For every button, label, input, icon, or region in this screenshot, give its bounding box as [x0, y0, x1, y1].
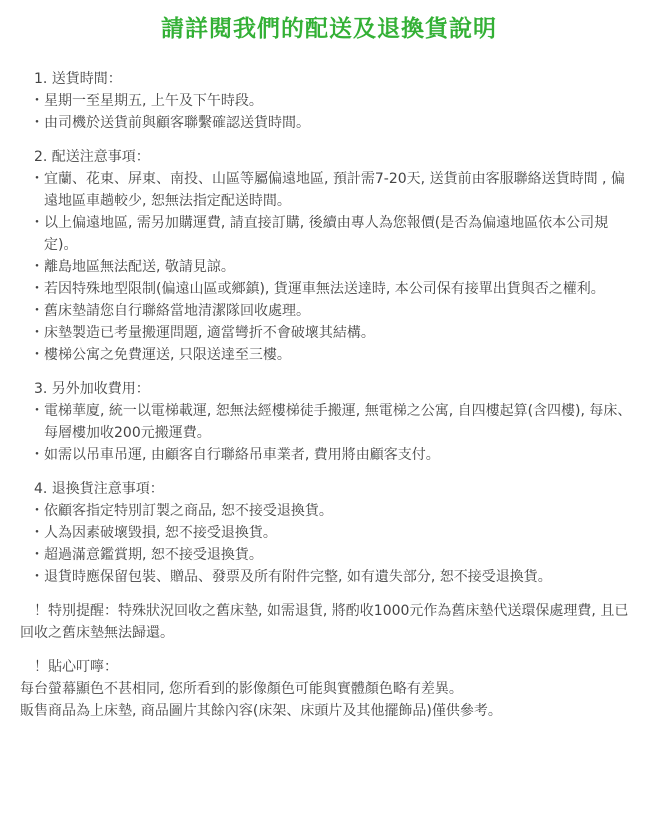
bullet-icon: ・: [30, 403, 44, 419]
section-delivery-notes: [20, 146, 638, 366]
list-item-text: 如需以吊車吊運, 由顧客自行聯絡吊車業者, 費用將由顧客支付。: [44, 447, 440, 463]
list-item: [20, 444, 638, 466]
list-item-text: 人為因素破壞毀損, 恕不接受退換貨。: [44, 525, 277, 541]
list-item-text: 若因特殊地型限制(偏遠山區或鄉鎮), 貨運車無法送達時, 本公司保有接單出貨與否之權利。: [44, 281, 605, 297]
section-heading: 1. 送貨時間：: [34, 71, 122, 87]
list-item-text: 超過滿意鑑賞期, 恕不接受退換貨。: [44, 547, 263, 563]
bullet-icon: ・: [30, 447, 44, 463]
list-item: [20, 278, 638, 300]
special-note-body: 特殊狀況回收之舊床墊, 如需退貨, 將酌收1000元作為舊床墊代送環保處理費, 且已回收之舊床墊無法歸還。: [20, 603, 629, 641]
list-item: [20, 90, 638, 112]
list-item: [20, 500, 638, 522]
section-extra-fees: [20, 378, 638, 466]
bullet-icon: ・: [30, 503, 44, 519]
list-item: [20, 300, 638, 322]
list-item-text: 樓梯公寓之免費運送, 只限送達至三樓。: [44, 347, 291, 363]
list-item-text: 退貨時應保留包裝、贈品、發票及所有附件完整, 如有遺失部分, 恕不接受退換貨。: [44, 569, 552, 585]
list-item-text: 由司機於送貨前與顧客聯繫確認送貨時間。: [44, 115, 310, 131]
bullet-icon: ・: [30, 325, 44, 341]
section-heading: 4. 退換貨注意事項：: [34, 481, 164, 497]
tips-line: 販售商品為上床墊, 商品圖片其餘內容(床架、床頭片及其他擺飾品)僅供參考。: [20, 703, 502, 719]
page-title: 請詳閱我們的配送及退換貨說明: [161, 16, 497, 42]
list-item: [20, 544, 638, 566]
list-item: [20, 322, 638, 344]
list-item-text: 依顧客指定特別訂製之商品, 恕不接受退換貨。: [44, 503, 333, 519]
special-note-text: [20, 600, 638, 644]
list-item: [20, 522, 638, 544]
bullet-icon: ・: [30, 171, 44, 187]
list-item: [20, 344, 638, 366]
list-item-text: 床墊製造已考量搬運問題, 適當彎折不會破壞其結構。: [44, 325, 375, 341]
section-delivery-time: [20, 68, 638, 134]
list-item-text: 電梯華廈, 統一以電梯載運, 恕無法經樓梯徒手搬運, 無電梯之公寓, 自四樓起算(含四樓), 每床、每層樓加收200元搬運費。: [44, 403, 632, 441]
section-heading: 3. 另外加收費用：: [34, 381, 150, 397]
list-item: [20, 168, 638, 212]
bullet-icon: ・: [30, 215, 44, 231]
bullet-icon: ・: [30, 569, 44, 585]
bullet-icon: ・: [30, 525, 44, 541]
tips-line: 每台螢幕顯色不甚相同, 您所看到的影像顏色可能與實體顏色略有差異。: [20, 681, 463, 697]
section-returns: [20, 478, 638, 588]
list-item: [20, 112, 638, 134]
bullet-icon: ・: [30, 115, 44, 131]
bullet-icon: ・: [30, 303, 44, 319]
bullet-icon: ・: [30, 281, 44, 297]
list-item: [20, 400, 638, 444]
special-note-label: ！特別提醒：: [34, 603, 118, 619]
tips: [20, 656, 638, 722]
section-heading: 2. 配送注意事項：: [34, 149, 150, 165]
list-item-text: 宜蘭、花東、屏東、南投、山區等屬偏遠地區, 預計需7-20天, 送貨前由客服聯絡送貨時間 , 偏遠地區車趟較少, 恕無法指定配送時間。: [44, 171, 625, 209]
list-item: [20, 566, 638, 588]
list-item: [20, 212, 638, 256]
bullet-icon: ・: [30, 347, 44, 363]
bullet-icon: ・: [30, 93, 44, 109]
list-item-text: 星期一至星期五, 上午及下午時段。: [44, 93, 263, 109]
tips-label: ！貼心叮嚀：: [34, 659, 118, 675]
list-item-text: 以上偏遠地區, 需另加購運費, 請直接訂購, 後續由專人為您報價(是否為偏遠地區依本公司規定)。: [44, 215, 609, 253]
special-note: [20, 600, 638, 644]
list-item-text: 舊床墊請您自行聯絡當地清潔隊回收處理。: [44, 303, 310, 319]
bullet-icon: ・: [30, 547, 44, 563]
bullet-icon: ・: [30, 259, 44, 275]
list-item-text: 離島地區無法配送, 敬請見諒。: [44, 259, 235, 275]
list-item: [20, 256, 638, 278]
